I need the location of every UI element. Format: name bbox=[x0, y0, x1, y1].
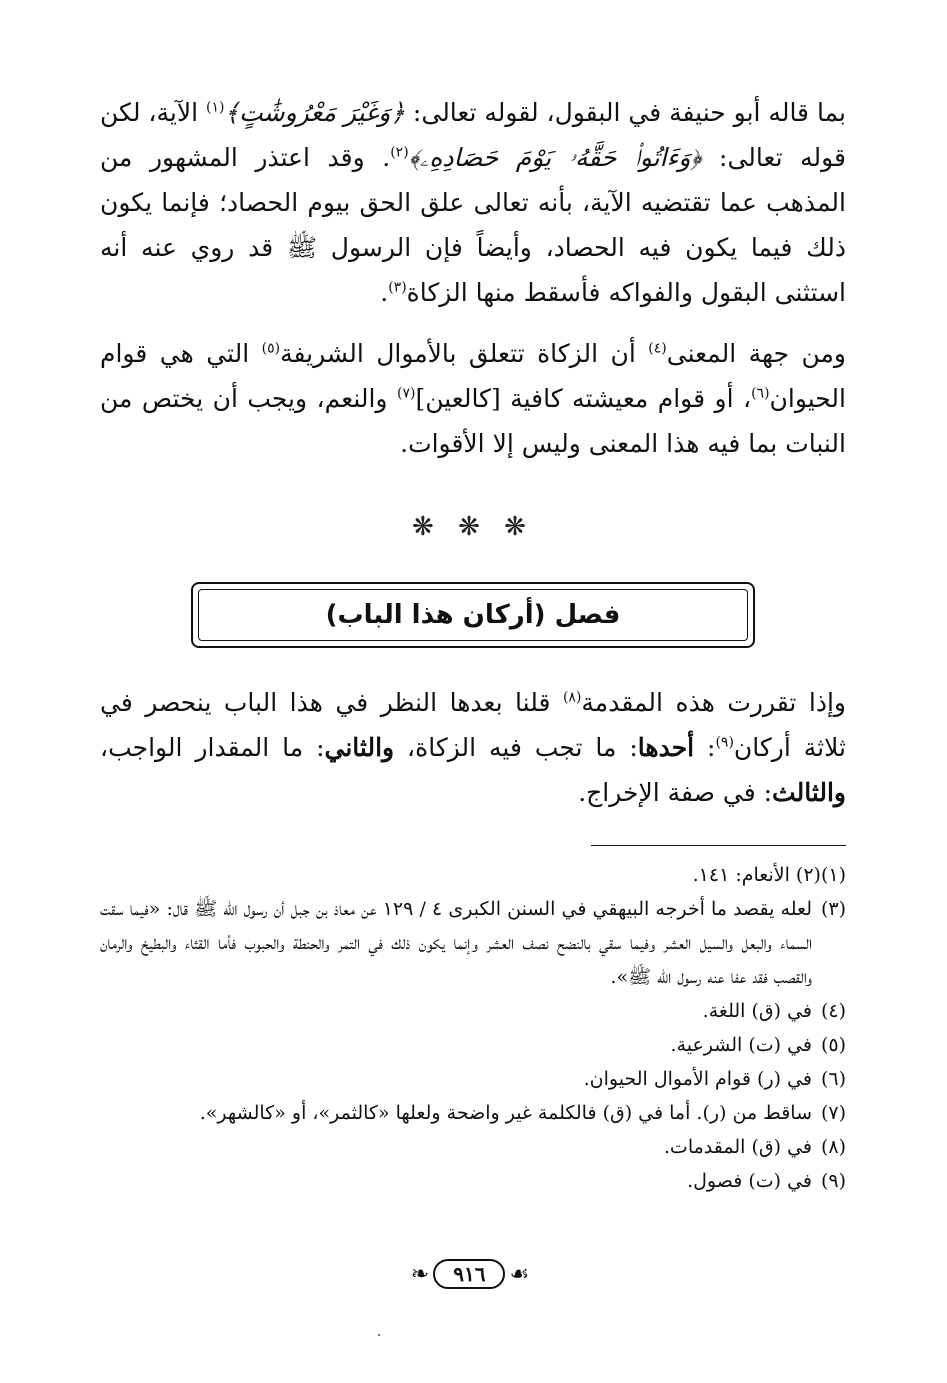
text-run: أن الزكاة تتعلق بالأموال الشريفة bbox=[280, 339, 649, 368]
page-number: ٩١٦ bbox=[433, 1259, 505, 1289]
text-run: . bbox=[380, 278, 389, 307]
footnote-3 bbox=[100, 892, 846, 994]
text-run: التي هي قوام الحيوان bbox=[100, 339, 846, 413]
right-flourish-icon: ☙ bbox=[509, 1261, 530, 1287]
footnote-number: (٧) bbox=[820, 1102, 846, 1124]
footnotes bbox=[100, 858, 846, 1198]
text-run: وإذا تقررت هذه المقدمة bbox=[581, 688, 846, 717]
footnote-ref[interactable]: (٩) bbox=[715, 734, 734, 751]
text-run: : في صفة الإخراج. bbox=[578, 778, 773, 807]
page-number-ornament bbox=[395, 1254, 545, 1294]
section-title-frame bbox=[191, 582, 755, 648]
footnote-number: (٥) bbox=[820, 1034, 846, 1056]
footnote-ref[interactable]: (٨) bbox=[562, 689, 582, 706]
bold-term: والثالث bbox=[772, 778, 846, 807]
footnote-number: (٤) bbox=[820, 1000, 846, 1022]
footnote-text: في (ت) فصول. bbox=[687, 1170, 812, 1192]
text-run: والنعم، ويجب أن يختص من النبات بما فيه هذا المعنى وليس إلا الأقوات. bbox=[100, 384, 846, 458]
footnote-number: (٦) bbox=[820, 1068, 846, 1090]
footnote-text: في (ر) قوام الأموال الحيوان. bbox=[583, 1068, 812, 1090]
footnote-ref[interactable]: (٢) bbox=[390, 144, 409, 161]
text-run: : ما المقدار الواجب، bbox=[100, 733, 325, 762]
bold-term: أحدها bbox=[637, 733, 695, 762]
footnote-number: (٩) bbox=[820, 1170, 846, 1192]
footnote-number: (٣) bbox=[820, 898, 846, 920]
footnote-ref[interactable]: (٣) bbox=[388, 279, 407, 296]
footnote-text: لعله يقصد ما أخرجه البيهقي في السنن الكبرى ٤ / ١٢٩ عن معاذ بن جبل أن رسول الله ﷺ قال: «فيما سقت السماء والبعل والسيل العشر وفيما سقي بالنضح نصف العشر وإنما يكون ذلك في التمر والحنطة والحبوب فأما القثاء والبطيخ والرمان والقصب فقد عفا عنه رسول الله ﷺ». bbox=[100, 898, 812, 988]
text-run: : ما تجب فيه الزكاة، bbox=[394, 733, 638, 762]
paragraph-3 bbox=[100, 680, 846, 815]
footnote-text: ساقط من (ر). أما في (ق) فالكلمة غير واضحة ولعلها «كالثمر»، أو «كالشهر». bbox=[199, 1102, 812, 1124]
footnote-ref[interactable]: (٤) bbox=[648, 340, 667, 357]
text-run: بما قاله أبو حنيفة في البقول، لقوله تعالى: bbox=[404, 98, 846, 127]
text-run: قلنا بعدها النظر في هذا الباب ينحصر في ثلاثة أركان bbox=[100, 688, 846, 762]
bold-term: والثاني bbox=[324, 733, 395, 762]
section-title-inner-frame bbox=[198, 589, 748, 641]
section-separator: ❋ ❋ ❋ bbox=[412, 512, 534, 542]
footnote-text: في (ق) اللغة. bbox=[702, 1000, 812, 1022]
text-run: : bbox=[694, 733, 716, 762]
footnote-divider bbox=[591, 845, 846, 846]
section-title: فصل (أركان هذا الباب) bbox=[325, 600, 621, 630]
footnote-text: في (ت) الشرعية. bbox=[670, 1034, 812, 1056]
footnote-ref[interactable]: (٥) bbox=[261, 340, 281, 357]
text-run: ومن جهة المعنى bbox=[666, 339, 846, 368]
quran-quote: ﴿وَغَيْرَ مَعْرُوشَٰتٍ﴾ bbox=[224, 98, 405, 127]
footnote-text: في (ق) المقدمات. bbox=[663, 1136, 812, 1158]
footnote-1-2: (١)(٢) الأنعام: ١٤١. bbox=[692, 864, 846, 886]
scan-speck bbox=[378, 1334, 380, 1336]
footnote-number: (٨) bbox=[820, 1136, 846, 1158]
paragraph-1 bbox=[100, 90, 846, 315]
quran-quote: ﴿وَءَاتُوا۟ حَقَّهُۥ يَوْمَ حَصَادِهِۦ﴾ bbox=[408, 143, 702, 172]
footnote-6 bbox=[100, 1062, 846, 1096]
footnote-ref[interactable]: (٧) bbox=[396, 385, 416, 402]
footnote-5 bbox=[100, 1028, 846, 1062]
footnote-8 bbox=[100, 1130, 846, 1164]
paragraph-2 bbox=[100, 331, 846, 466]
text-run: الآية، لكن قوله تعالى: bbox=[99, 98, 847, 172]
text-run: . وقد اعتذر المشهور من المذهب عما تقتضيه الآية، بأنه تعالى علق الحق بيوم الحصاد؛ فإنما يكون ذلك فيما يكون فيه الحصاد، وأيضاً فإن الرسول ﷺ قد روي عنه أنه استثنى البقول والفواكه فأسقط منها الزكاة bbox=[100, 143, 846, 307]
footnote-ref[interactable]: (١) bbox=[205, 99, 225, 116]
text-run: ، أو قوام معيشته كافية [كالعين] bbox=[415, 384, 752, 413]
footnote-ref[interactable]: (٦) bbox=[751, 385, 770, 402]
footnote-7 bbox=[100, 1096, 846, 1130]
page-body bbox=[100, 90, 846, 1198]
footnote-4 bbox=[100, 994, 846, 1028]
footnote-9 bbox=[100, 1164, 846, 1198]
left-flourish-icon: ❧ bbox=[410, 1261, 430, 1287]
